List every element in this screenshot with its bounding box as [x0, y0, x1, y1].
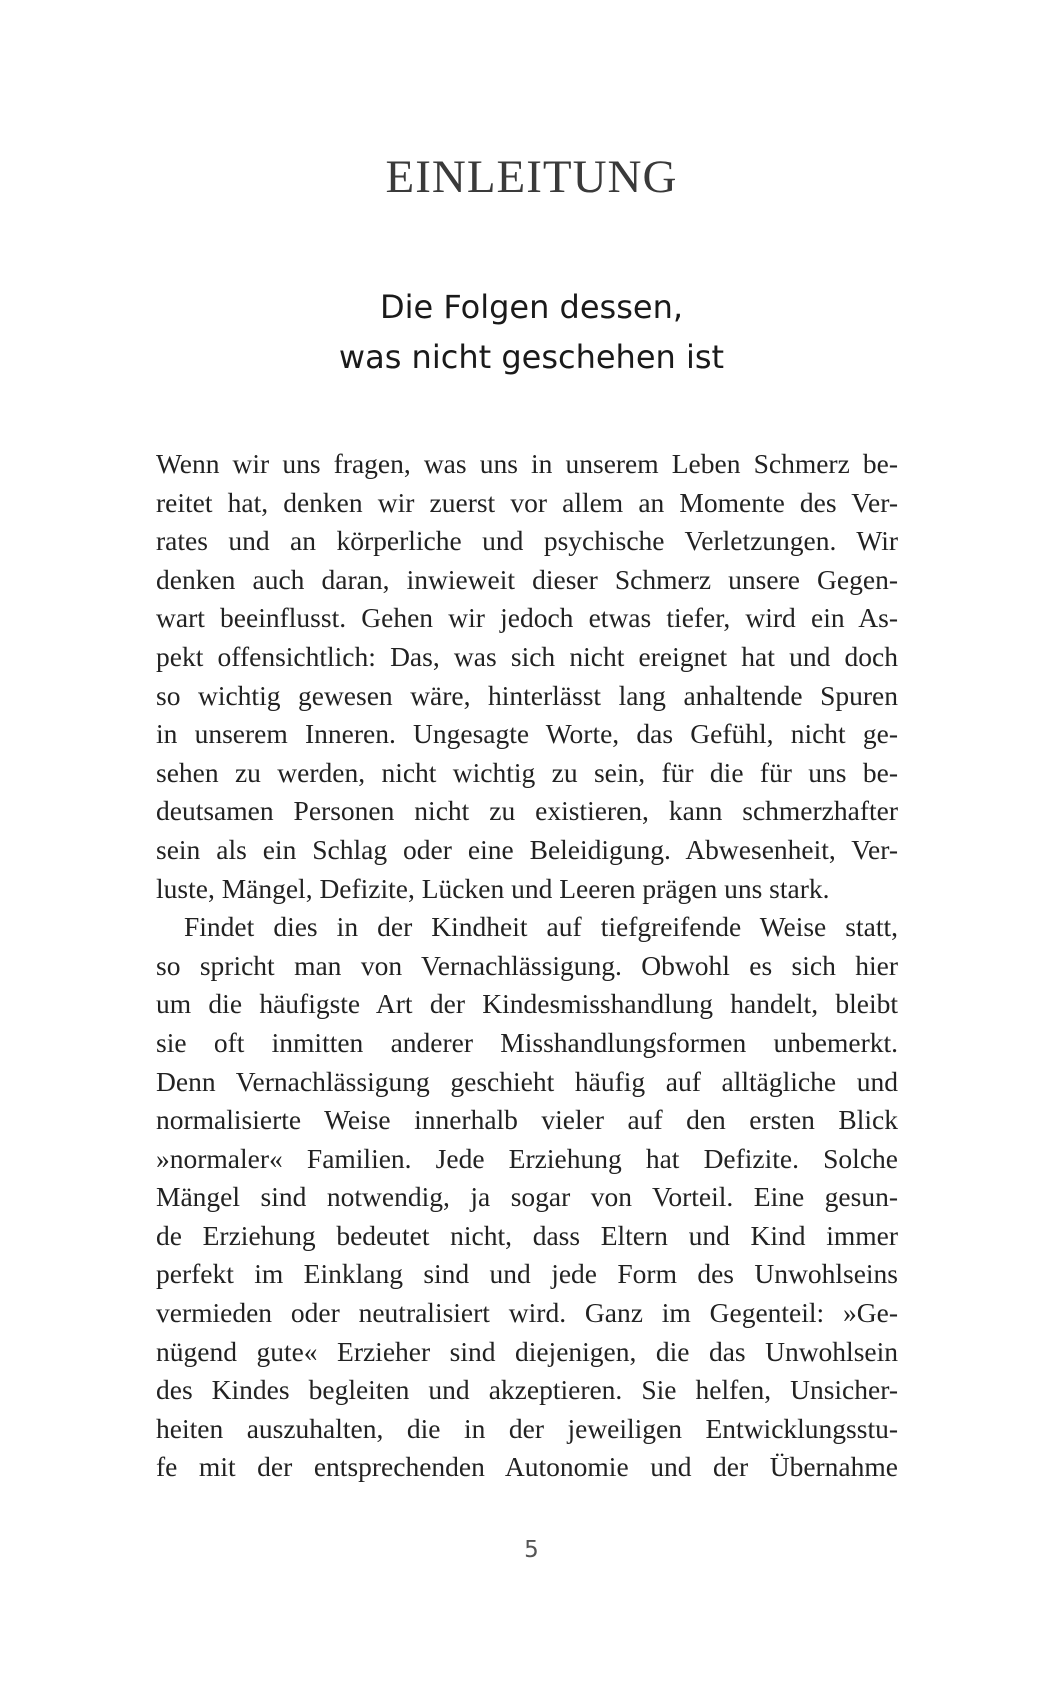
text-line: rates und an körperliche und psychische Verletzungen. Wir: [156, 525, 898, 557]
text-line: fe mit der entsprechenden Autonomie und der Übernahme: [156, 1451, 898, 1483]
text-line: Findet dies in der Kindheit auf tiefgreifende Weise statt,: [184, 911, 898, 943]
body-text: [156, 445, 898, 1487]
text-line: wart beeinflusst. Gehen wir jedoch etwas tiefer, wird ein As-: [156, 602, 898, 634]
text-line: Wenn wir uns fragen, was uns in unserem Leben Schmerz be-: [156, 448, 898, 479]
text-line: perfekt im Einklang sind und jede Form des Unwohlseins: [156, 1258, 898, 1290]
text-line: reitet hat, denken wir zuerst vor allem an Momente des Ver-: [156, 486, 898, 518]
text-line: de Erziehung bedeutet nicht, dass Eltern und Kind immer: [156, 1219, 898, 1251]
text-line: »normaler« Familien. Jede Erziehung hat Defizite. Solche: [156, 1142, 898, 1174]
text-line: denken auch daran, inwieweit dieser Schmerz unsere Gegen-: [156, 563, 898, 595]
page-number: 5: [524, 1537, 539, 1563]
text-line: Mängel sind notwendig, ja sogar von Vorteil. Eine gesun-: [156, 1181, 898, 1213]
text-line: so spricht man von Vernachlässigung. Obwohl es sich hier: [156, 949, 898, 981]
text-line: deutsamen Personen nicht zu existieren, kann schmerzhafter: [156, 795, 898, 827]
subtitle-line-1: Die Folgen dessen,: [379, 288, 684, 326]
text-line: um die häufigste Art der Kindesmisshandlung handelt, bleibt: [156, 988, 898, 1020]
text-line: pekt offensichtlich: Das, was sich nicht ereignet hat und doch: [156, 640, 898, 672]
text-line: heiten auszuhalten, die in der jeweiligen Entwicklungsstu-: [156, 1412, 898, 1444]
text-line: vermieden oder neutralisiert wird. Ganz im Gegenteil: »Ge-: [156, 1297, 898, 1329]
text-line: sehen zu werden, nicht wichtig zu sein, für die für uns be-: [156, 756, 898, 788]
paragraph-1: [156, 445, 898, 908]
text-line: normalisierte Weise innerhalb vieler auf den ersten Blick: [156, 1104, 898, 1136]
text-line: nügend gute« Erzieher sind diejenigen, die das Unwohlsein: [156, 1335, 898, 1367]
chapter-subtitle: [0, 282, 1063, 382]
text-line: in unserem Inneren. Ungesagte Worte, das Gefühl, nicht ge-: [156, 718, 898, 750]
text-line: des Kindes begleiten und akzeptieren. Sie helfen, Unsicher-: [156, 1374, 898, 1406]
chapter-title: EINLEITUNG: [385, 151, 678, 203]
paragraph-2: [156, 908, 898, 1487]
text-line: sein als ein Schlag oder eine Beleidigung. Abwesenheit, Ver-: [156, 833, 898, 865]
text-line: sie oft inmitten anderer Misshandlungsformen unbemerkt.: [156, 1026, 898, 1058]
text-line: Denn Vernachlässigung geschieht häufig auf alltägliche und: [156, 1065, 898, 1097]
text-line: so wichtig gewesen wäre, hinterlässt lang anhaltende Spuren: [156, 679, 898, 711]
subtitle-line-2: was nicht geschehen ist: [338, 338, 725, 376]
text-line: luste, Mängel, Defizite, Lücken und Leeren prägen uns stark.: [156, 872, 830, 904]
